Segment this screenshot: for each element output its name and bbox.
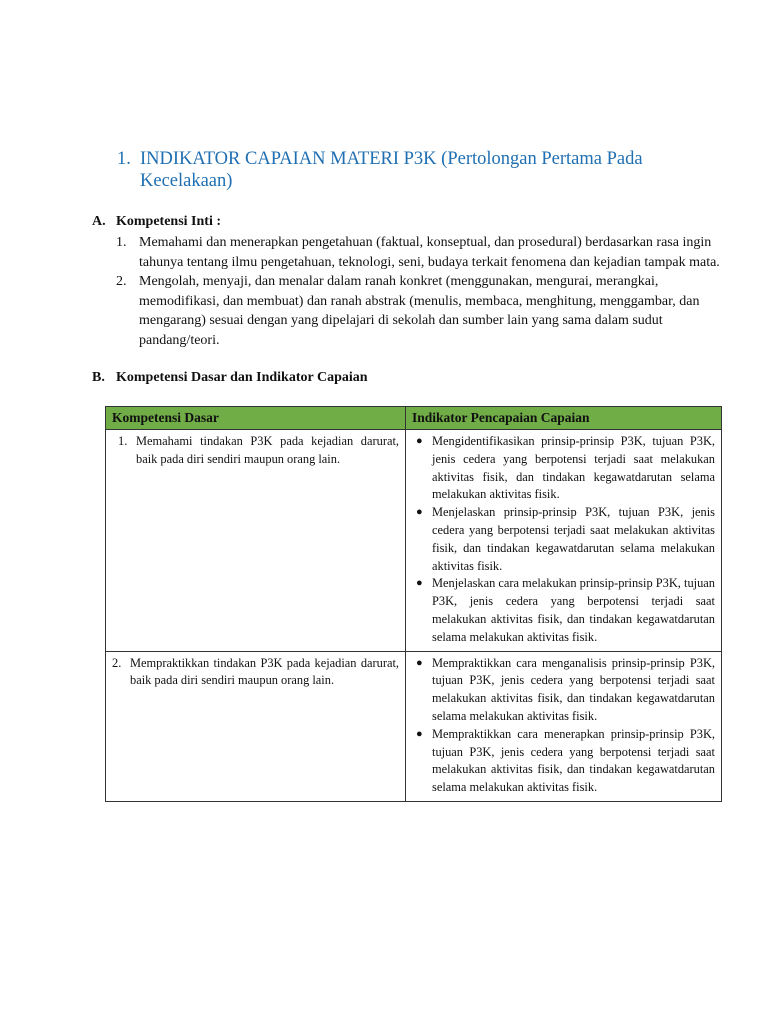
bullet-icon: ● — [416, 656, 423, 669]
list-item-number: 1. — [116, 235, 127, 250]
bullet-icon: ● — [416, 506, 423, 519]
bullet-icon: ● — [416, 577, 423, 590]
indicator-cell — [406, 430, 722, 652]
indicator-cell — [406, 651, 722, 801]
indicator-item — [412, 433, 715, 504]
kd-item — [112, 433, 399, 469]
header-indikator: Indikator Pencapaian Capaian — [406, 407, 722, 430]
indicator-list — [412, 433, 715, 647]
competency-table — [105, 406, 722, 802]
list-item — [92, 272, 732, 350]
indicator-text: Mempraktikkan cara menganalisis prinsip-prinsip P3K, tujuan P3K, jenis cedera yang berpotensi terjadi saat melakukan aktivitas fisik, dan tindakan kegawatdarutan selama melakukan aktivitas fisik. — [432, 655, 715, 723]
indicator-text: Mempraktikkan cara menerapkan prinsip-prinsip P3K, tujuan P3K, jenis cedera yang berpotensi terjadi saat melakukan aktivitas fisik, dan tindakan kegawatdarutan selama melakukan aktivitas fisik. — [432, 726, 715, 795]
section-a-title: Kompetensi Inti : — [116, 214, 221, 229]
kd-item — [112, 655, 399, 691]
section-a-heading — [92, 213, 221, 231]
kd-text: Memahami tindakan P3K pada kejadian darurat, baik pada diri sendiri maupun orang lain. — [136, 434, 399, 466]
indicator-item — [412, 655, 715, 726]
list-item-text: Mengolah, menyaji, dan menalar dalam ranah konkret (menggunakan, mengurai, merangkai, memodifikasi, dan membuat) dan ranah abstrak (menulis, membaca, menghitung, menggambar, dan mengarang) sesuai dengan yang dipelajari di sekolah dan sumber lain yang sama dalam sudut pandang/teori. — [139, 274, 700, 348]
kompetensi-inti-list — [92, 233, 732, 350]
header-kompetensi-dasar: Kompetensi Dasar — [106, 407, 406, 430]
list-item-number: 2. — [116, 274, 127, 289]
indicator-item — [412, 726, 715, 797]
section-b-title: Kompetensi Dasar dan Indikator Capaian — [116, 370, 368, 385]
list-item — [92, 233, 732, 272]
kd-cell — [106, 651, 406, 801]
bullet-icon: ● — [416, 727, 423, 740]
section-b-heading — [92, 369, 368, 387]
table-row — [106, 430, 722, 652]
kd-number: 1. — [118, 434, 128, 448]
page-title — [117, 148, 727, 192]
indicator-item — [412, 504, 715, 575]
kd-text: Mempraktikkan tindakan P3K pada kejadian darurat, baik pada diri sendiri maupun orang lain. — [130, 655, 399, 688]
indicator-item — [412, 575, 715, 646]
title-number: 1. — [117, 149, 131, 169]
kd-number: 2. — [112, 655, 122, 670]
table-row — [106, 651, 722, 801]
indicator-text: Menjelaskan cara melakukan prinsip-prinsip P3K, tujuan P3K, jenis cedera yang berpotensi terjadi saat melakukan aktivitas fisik, dan tindakan kegawatdarutan selama melakukan aktivitas fisik. — [432, 576, 715, 644]
bullet-icon: ● — [416, 435, 423, 447]
indicator-text: Mengidentifikasikan prinsip-prinsip P3K, tujuan P3K, jenis cedera yang berpotensi terjadi saat melakukan aktivitas fisik, dan tindakan kegawatdarutan selama melakukan aktivitas fisik. — [432, 434, 715, 502]
indicator-text: Menjelaskan prinsip-prinsip P3K, tujuan P3K, jenis cedera yang berpotensi terjadi saat melakukan aktivitas fisik, dan tindakan kegawatdarutan selama melakukan aktivitas fisik. — [432, 505, 715, 573]
table-header-row — [106, 407, 722, 430]
title-text: INDIKATOR CAPAIAN MATERI P3K (Pertolongan Pertama Pada Kecelakaan) — [140, 149, 643, 191]
kd-cell — [106, 430, 406, 652]
section-a-letter: A. — [92, 214, 106, 229]
indicator-list — [412, 655, 715, 797]
section-b-letter: B. — [92, 370, 105, 385]
list-item-text: Memahami dan menerapkan pengetahuan (faktual, konseptual, dan prosedural) berdasarkan rasa ingin tahunya tentang ilmu pengetahuan, teknologi, seni, budaya terkait fenomena dan kejadian tampak mata. — [139, 235, 720, 270]
